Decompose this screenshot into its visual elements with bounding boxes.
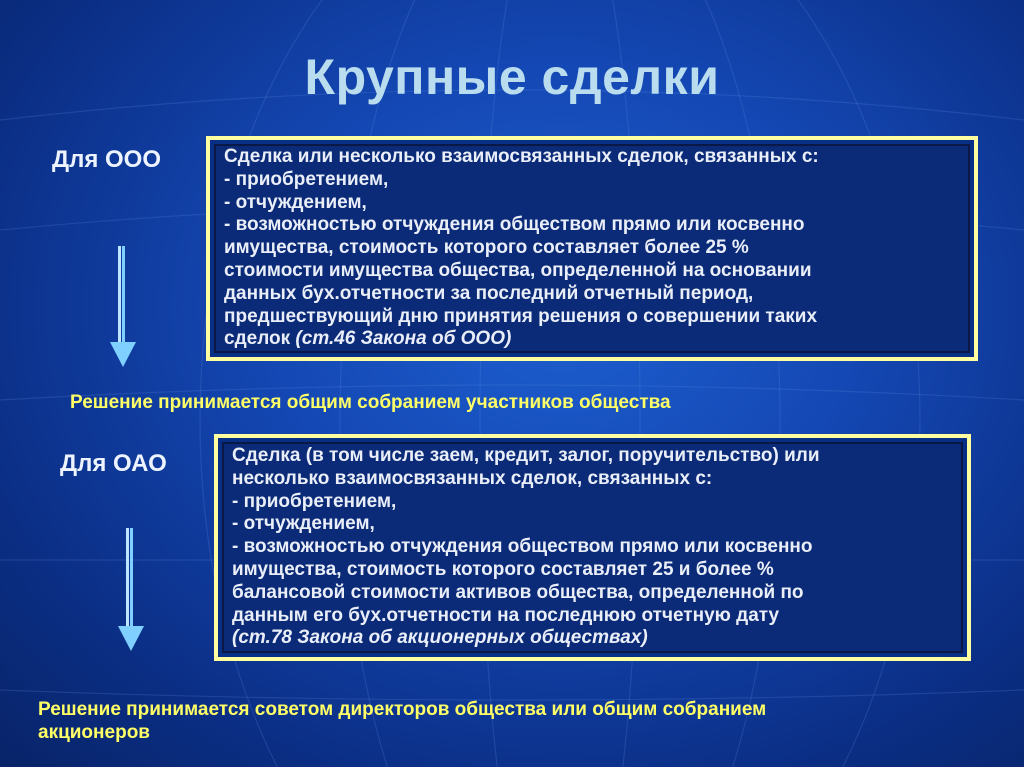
ooo-line: - возможностью отчуждения обществом прямо или косвенно — [224, 214, 805, 236]
ooo-label: Для ООО — [52, 146, 162, 173]
ooo-line: Сделка или несколько взаимосвязанных сделок, связанных с: — [224, 146, 819, 167]
oao-definition-text — [232, 445, 820, 650]
ooo-line: предшествующий дню принятия решения о совершении таких — [224, 305, 818, 327]
oao-label: Для ОАО — [60, 450, 167, 477]
ooo-definition-text — [224, 146, 819, 351]
oao-line: - отчуждением, — [232, 513, 375, 535]
oao-line: имущества, стоимость которого составляет 25 и более % — [232, 558, 774, 580]
oao-line: - приобретением, — [232, 490, 397, 512]
ooo-line: имущества, стоимость которого составляет более 25 % — [224, 237, 749, 259]
ooo-definition-box — [206, 136, 978, 361]
slide-title: Крупные сделки — [304, 49, 720, 105]
ooo-line: данных бух.отчетности за последний отчетный период, — [224, 282, 754, 304]
ooo-last-line — [224, 328, 819, 351]
oao-line: данным его бух.отчетности на последнюю отчетную дату — [232, 604, 780, 626]
oao-decision-line: акционеров — [38, 722, 150, 743]
oao-decision-text — [38, 698, 766, 744]
oao-definition-box — [214, 434, 971, 661]
oao-line: балансовой стоимости активов общества, определенной по — [232, 581, 804, 603]
oao-law-reference: (ст.78 Закона об акционерных обществах) — [232, 627, 648, 649]
down-arrow-icon — [108, 246, 138, 368]
oao-line: - возможностью отчуждения обществом прямо или косвенно — [232, 536, 813, 558]
down-arrow-icon — [116, 528, 146, 652]
ooo-line: - приобретением, — [224, 168, 389, 190]
ooo-last-line-start: сделок — [224, 328, 296, 350]
ooo-line: - отчуждением, — [224, 191, 367, 213]
oao-line: Сделка (в том числе заем, кредит, залог, поручительство) или — [232, 445, 820, 466]
ooo-line: стоимости имущества общества, определенной на основании — [224, 259, 812, 281]
ooo-decision-text: Решение принимается общим собранием участников общества — [70, 392, 671, 413]
oao-line: несколько взаимосвязанных сделок, связанных с: — [232, 467, 713, 489]
ooo-law-reference: (ст.46 Закона об ООО) — [295, 328, 512, 350]
oao-decision-line: Решение принимается советом директоров общества или общим собранием — [38, 699, 767, 720]
